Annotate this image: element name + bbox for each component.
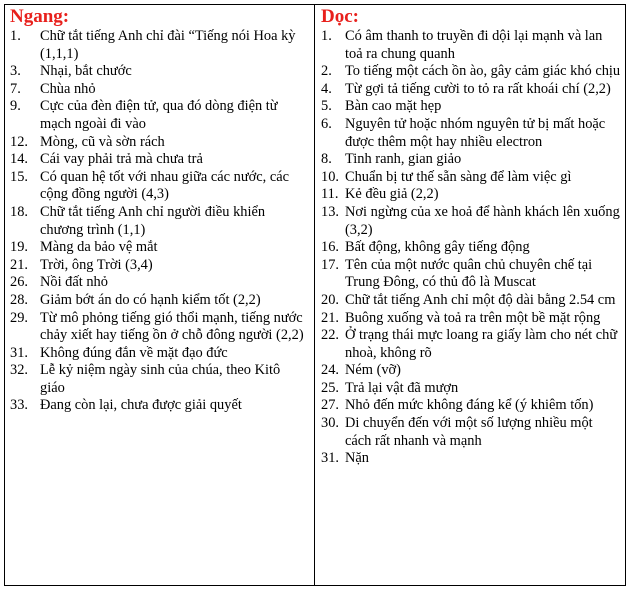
- clue-item: [321, 415, 622, 450]
- clue-item: [10, 151, 308, 169]
- clue-number: 33.: [10, 397, 28, 414]
- clue-text: Nguyên tử hoặc nhóm nguyên tử bị mất hoặc được thêm một hay nhiều electron: [345, 115, 606, 150]
- clue-number: 15.: [10, 168, 28, 185]
- clue-number: 31.: [321, 450, 339, 467]
- clue-number: 29.: [10, 309, 28, 326]
- clue-text: Nhỏ đến mức không đáng kể (ý khiêm tốn): [345, 397, 594, 414]
- clue-item: [10, 134, 308, 152]
- clue-number: 5.: [321, 98, 332, 115]
- clue-number: 18.: [10, 203, 28, 220]
- clue-item: [321, 397, 622, 415]
- clue-item: [321, 292, 622, 310]
- clue-text: Cực của đèn điện tử, qua đó dòng điện từ mạch ngoài đi vào: [40, 98, 278, 132]
- clue-number: 32.: [10, 362, 28, 379]
- across-column: [10, 6, 308, 415]
- clue-item: [10, 98, 308, 133]
- clue-item: [321, 310, 622, 328]
- clue-number: 19.: [10, 239, 28, 256]
- clue-item: [321, 450, 622, 468]
- clue-text: Chữ tắt tiếng Anh chỉ người điều khiển chương trình (1,1): [40, 203, 266, 238]
- clue-text: Trời, ông Trời (3,4): [40, 256, 153, 273]
- clue-item: [321, 380, 622, 398]
- clue-number: 11.: [321, 186, 339, 203]
- clue-number: 12.: [10, 133, 28, 150]
- clue-text: Chuẩn bị tư thế sẵn sàng để làm việc gì: [345, 168, 572, 185]
- clue-number: 21.: [10, 256, 28, 273]
- clue-item: [10, 310, 308, 345]
- clue-number: 28.: [10, 291, 28, 308]
- clue-text: Nặn: [345, 450, 369, 467]
- clue-item: [321, 327, 622, 362]
- clue-number: 25.: [321, 379, 339, 396]
- clue-number: 1.: [321, 28, 332, 44]
- clue-item: [10, 345, 308, 363]
- clue-item: [10, 81, 308, 99]
- clue-item: [321, 204, 622, 239]
- clue-text: Trả lại vật đã mượn: [345, 379, 459, 396]
- clue-number: 27.: [321, 397, 339, 414]
- clue-number: 7.: [10, 80, 21, 97]
- clue-number: 17.: [321, 256, 339, 273]
- clue-text: Mòng, cũ và sờn rách: [40, 133, 165, 150]
- clue-text: Nồi đất nhỏ: [40, 274, 108, 291]
- clue-item: [321, 63, 622, 81]
- clue-item: [10, 292, 308, 310]
- clue-number: 14.: [10, 151, 28, 168]
- column-divider: [314, 4, 315, 586]
- clue-number: 20.: [321, 291, 339, 308]
- clue-item: [321, 239, 622, 257]
- across-heading: Ngang:: [10, 6, 70, 27]
- clue-text: Nơi ngừng của xe hoả để hành khách lên xuống (3,2): [345, 203, 620, 238]
- clue-text: Chữ tắt tiếng Anh chỉ một độ dài bằng 2.54 cm: [345, 291, 616, 308]
- clue-text: Từ mô phỏng tiếng gió thổi mạnh, tiếng nước chảy xiết hay tiếng ồn ở chỗ đông người (2,2): [40, 309, 304, 344]
- clue-number: 9.: [10, 98, 21, 115]
- clue-item: [10, 257, 308, 275]
- clue-item: [321, 81, 622, 99]
- clue-item: [321, 362, 622, 380]
- clue-number: 8.: [321, 151, 332, 168]
- clue-text: Lễ kỷ niệm ngày sinh của chúa, theo Kitô giáo: [40, 362, 281, 396]
- across-clue-list: [10, 28, 308, 415]
- clue-item: [10, 397, 308, 415]
- clue-text: Kẻ đều giả (2,2): [345, 186, 439, 203]
- clue-text: Nhại, bắt chước: [40, 63, 132, 80]
- clue-number: 16.: [321, 239, 339, 256]
- clue-text: Ở trạng thái mực loang ra giấy làm cho nét chữ nhoà, không rõ: [345, 327, 618, 361]
- clue-text: Chùa nhỏ: [40, 80, 96, 97]
- down-column: [321, 6, 622, 468]
- clue-item: [10, 63, 308, 81]
- clue-text: Không đúng đắn về mặt đạo đức: [40, 344, 228, 361]
- clue-text: Cái vay phải trả mà chưa trả: [40, 151, 203, 168]
- clue-number: 21.: [321, 309, 339, 326]
- clue-item: [10, 362, 308, 397]
- clue-text: Bàn cao mặt hẹp: [345, 98, 442, 115]
- clue-item: [10, 239, 308, 257]
- clue-text: Từ gợi tả tiếng cười to tỏ ra rất khoái chí (2,2): [345, 80, 611, 97]
- clue-number: 3.: [10, 63, 21, 80]
- clue-number: 26.: [10, 274, 28, 291]
- clue-item: [321, 98, 622, 116]
- clue-text: Chữ tắt tiếng Anh chỉ đài “Tiếng nói Hoa kỳ (1,1,1): [40, 28, 296, 62]
- clue-text: Đang còn lại, chưa được giải quyết: [40, 397, 242, 414]
- clue-number: 30.: [321, 415, 339, 432]
- clue-text: Bất động, không gây tiếng động: [345, 239, 530, 256]
- clue-item: [321, 169, 622, 187]
- clue-item: [10, 204, 308, 239]
- clue-text: Tinh ranh, gian giảo: [345, 151, 462, 168]
- clue-text: Tên của một nước quân chủ chuyên chế tại Trung Đông, có thủ đô là Muscat: [345, 256, 593, 291]
- down-clue-list: [321, 28, 622, 468]
- clue-item: [321, 28, 622, 63]
- clue-number: 13.: [321, 203, 339, 220]
- clue-text: Buông xuống và toả ra trên một bề mặt rộng: [345, 309, 601, 326]
- clue-number: 31.: [10, 344, 28, 361]
- clue-text: Có quan hệ tốt với nhau giữa các nước, các cộng đồng người (4,3): [40, 168, 289, 203]
- clue-item: [321, 116, 622, 151]
- clue-item: [321, 186, 622, 204]
- clue-number: 2.: [321, 63, 332, 80]
- clue-text: Ném (vỡ): [345, 362, 401, 379]
- clue-item: [10, 274, 308, 292]
- clue-number: 10.: [321, 168, 339, 185]
- clue-item: [10, 28, 308, 63]
- clue-item: [321, 151, 622, 169]
- clue-number: 4.: [321, 80, 332, 97]
- clue-text: Di chuyển đến với một số lượng nhiều một cách rất nhanh và mạnh: [345, 415, 593, 449]
- clue-number: 24.: [321, 362, 339, 379]
- clue-number: 22.: [321, 327, 339, 344]
- clue-text: Có âm thanh to truyền đi dội lại mạnh và lan toả ra chung quanh: [345, 28, 603, 62]
- down-heading: Dọc:: [321, 6, 359, 27]
- clue-item: [321, 257, 622, 292]
- clue-number: 6.: [321, 115, 332, 132]
- clue-text: Giảm bớt án do có hạnh kiểm tốt (2,2): [40, 291, 261, 308]
- clue-text: To tiếng một cách ồn ào, gây cảm giác khó chịu: [345, 63, 621, 80]
- clue-number: 1.: [10, 28, 21, 44]
- clue-item: [10, 169, 308, 204]
- clue-text: Màng da bảo vệ mắt: [40, 239, 158, 256]
